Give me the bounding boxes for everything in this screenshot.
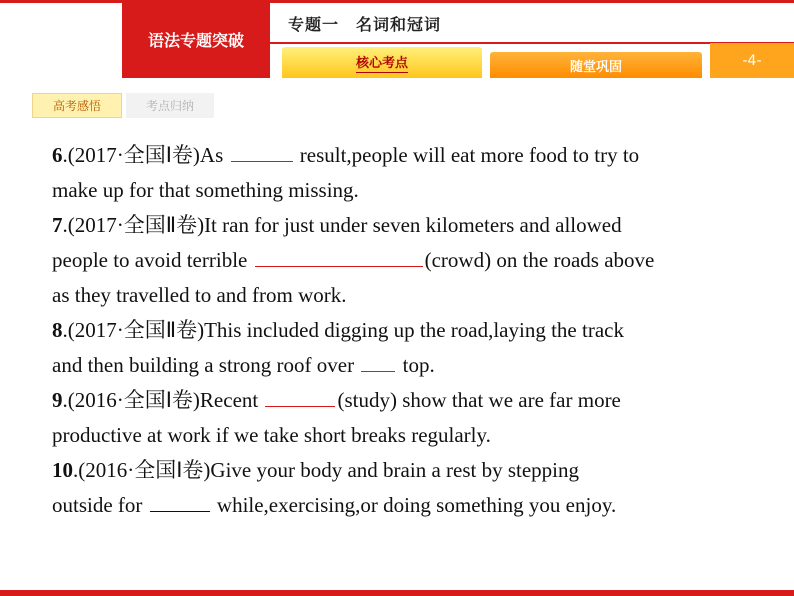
answer-blank[interactable] — [265, 390, 335, 407]
line-text: as they travelled to and from work. — [52, 283, 347, 307]
line-text: and then building a strong roof over — [52, 353, 360, 377]
text-line — [52, 138, 772, 173]
answer-blank[interactable] — [231, 145, 293, 162]
line-text: .(2017·全国Ⅱ卷)It ran for just under seven kilometers and allowed — [62, 213, 622, 237]
bottom-accent-strip — [0, 590, 794, 596]
line-text: productive at work if we take short breaks regularly. — [52, 423, 491, 447]
tab-in-class-practice[interactable] — [490, 52, 702, 78]
line-text: .(2017·全国Ⅱ卷)This included digging up the road,laying the track — [62, 318, 624, 342]
line-text: .(2016·全国Ⅰ卷)Recent — [62, 388, 264, 412]
line-text: result,people will eat more food to try to — [294, 143, 640, 167]
text-line — [52, 383, 772, 418]
line-text: (study) show that we are far more — [337, 388, 621, 412]
line-text: .(2016·全国Ⅰ卷)Give your body and brain a rest by stepping — [73, 458, 580, 482]
text-line — [52, 278, 772, 313]
tab-core-points[interactable] — [282, 47, 482, 78]
line-text: (crowd) on the roads above — [424, 248, 655, 272]
subtab-exam-insight[interactable]: 高考感悟 — [32, 93, 122, 118]
line-text: while,exercising,or doing something you enjoy. — [211, 493, 617, 517]
question-number: 7 — [52, 213, 63, 237]
tab-core-points-label: 核心考点 — [356, 52, 408, 73]
line-text: make up for that something missing. — [52, 178, 359, 202]
text-line — [52, 488, 772, 523]
question-number: 6 — [52, 143, 63, 167]
text-line — [52, 348, 772, 383]
subtab-point-summary[interactable]: 考点归纳 — [126, 93, 214, 118]
answer-blank[interactable] — [361, 355, 395, 372]
line-text: top. — [397, 353, 435, 377]
line-text: people to avoid terrible — [52, 248, 253, 272]
text-line — [52, 453, 772, 488]
page-number: -4- — [710, 43, 794, 78]
section-label: 语法专题突破 — [122, 0, 270, 78]
text-line — [52, 208, 772, 243]
question-number: 9 — [52, 388, 63, 412]
answer-blank[interactable] — [150, 495, 210, 512]
tab-in-class-practice-label: 随堂巩固 — [569, 59, 622, 75]
text-line — [52, 173, 772, 208]
question-number: 8 — [52, 318, 63, 342]
line-text: .(2017·全国Ⅰ卷)As — [62, 143, 229, 167]
top-accent-strip — [0, 0, 794, 3]
topic-title: 专题一 名词和冠词 — [288, 15, 442, 34]
question-number: 10 — [52, 458, 73, 482]
text-line — [52, 313, 772, 348]
line-text: outside for — [52, 493, 148, 517]
exercise-content — [52, 138, 772, 523]
text-line — [52, 243, 772, 278]
text-line — [52, 418, 772, 453]
answer-blank[interactable] — [255, 250, 423, 267]
